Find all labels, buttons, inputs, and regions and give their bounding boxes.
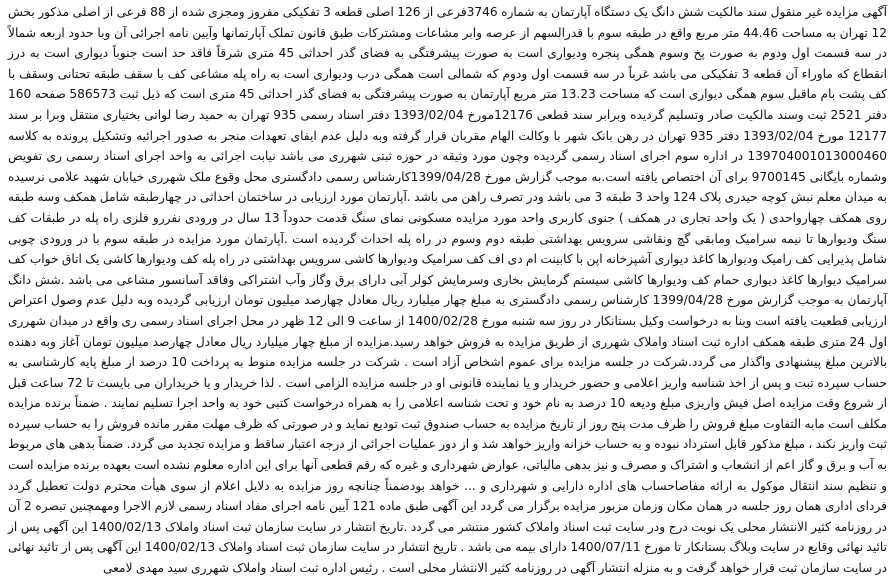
auction-notice-text: آگهی مزایده غیر منقول سند مالکیت شش دانگ یک دستگاه آپارتمان به شماره 3746فرعی از 126 اصلی قطعه 3 تفکیکی مفروز ومجزی شده از 88 فرعی از اصلی مذکور بخش 12 تهران به مساحت 44.46 متر مربع واقع در طبقه سوم با قدرالسهم از عرصه وابر مشاعات ومشترکات طبق قانون تملک آپارتمانها وآیین نامه اجرائی آن وبا حدود اربعه شمالاً در سه قسمت اول ودوم به صورت پخ وسوم همگی پنجره ودیواری است به صورت پیشرفتگی به فضای گذر احداثی 45 متری شرقاً فاقد حد است جنوباً دیواری است به درز انقطاع که ماوراء آن قطعه 3 تفکیکی می باشد غرباً در سه قسمت اول ودوم که شمالی است همگی درب ودیواری است به راه پله مشاعی کف با سقف طبقه تحتانی وسقف با کف پشت بام ماقبل سوم همگی دیواری است که مساحت 13.23 متر مربع آپارتمان به صورت پیشرفتگی به فضای گذر احداثی 45 متری است که ذیل ثبت 586573 صفحه 160 دفتر 2521 ثبت وسند مالکیت صادر وتسلیم گردیده وبرابر سند قطعی 12176مورخ 1393/02/04 دفتر اسناد رسمی 935 تهران به حمید رضا لواتی بختیاری منتقل وبرا بر سند 12177 مورخ 1393/02/04 دفتر 935 تهران در رهن بانک شهر با وکالت الهام مقربان قرار گرفته وبه دلیل عدم ایفای تعهدات منجر به صدور اجرائیه وتشکیل پرونده به کلاسه 139704001013000460 در اداره سوم اجرای اسناد رسمی گردیده وچون مورد وثیقه در حوزه ثبتی شهرری می باشد نیابت اجرائی به واحد اجرای اسناد رسمی ری تفویض وشماره بایگانی 9700145 برای آن اختصاص یافته است.به موجب گزارش مورخ 1399/04/28کارشناس رسمی دادگستری محل وقوع ملک شهرری خیابان شهید علامی نرسیده به میدان معلم نبش کوچه حیدری پلاک 124 واحد 3 طبقه 3 می باشد ودر تصرف راهن می باشد .آپارتمان مورد ارزیابی در ساختمان احداثی در چهارطبقه شامل همکف وسه طبقه روی همکف چهارواحدی ( یک واحد تجاری در همکف ) جنوی کاربری واحد مورد مزایده مسکونی نمای سنگ قدمت حدوداً 13 سال در ورودی نفررو فلزی راه پله در طبقات کف سنگ ودیوارها تا نیمه سرامیک ومابقی گچ ونقاشی سرویس بهداشتی طبقه دوم وسوم در راه پله احداث گردیده است .آپارتمان مورد مزایده در طبقه سوم با در ورودی چوبی شامل پذیرایی کف رامیک ودیوارها کاغذ دیواری آشپزخانه اپن با کابینت ام دی اف کف سرامیک ودیوارها کاشی سرویس بهداشتی در راه پله کف ودیوارها کاشی یک اتاق خواب کف سرامیک دیوارها کاغذ دیواری حمام کف ودیوارها کاشی سیستم گرمایش بخاری وسرمایش کولر آبی دارای برق وگاز وآب اشتراکی وفاقد آسانسور مشاعی می باشد .شش دانگ آپارتمان به موجب گزارش مورخ 1399/04/28 کارشناس رسمی دادگستری به مبلغ چهار میلیارد ریال معادل چهارصد میلیون تومان ارزیابی گردیده وبه دلیل عدم وصول اعتراض ارزیابی قطعیت یافته است وبنا به درخواست وکیل بستانکار در روز سه شنبه مورخ 1400/02/28 از ساعت 9 الی 12 ظهر در محل اجرای اسناد رسمی ری واقع در میدان شهرری اول 24 متری طبقه همکف اداره ثبت اسناد واملاک شهرری از طریق مزایده به فروش خواهد رسید.مزایده از مبلغ چهار میلیارد ریال معادل چهارصد میلیون تومان آغاز وبه دهنده بالاترین مبلغ پیشنهادی واگذار می گردد.شرکت در جلسه مزایده برای عموم اشخاص آزاد است . شرکت در جلسه مزایده منوط به پرداخت 10 درصد از مبلغ پایه کارشناسی به حساب سپرده ثبت و پس از اخذ شناسه واریز اعلامی و حضور خریدار و یا نماینده قانونی او در جلسه مزایده الزامی است . لذا خریدار و یا خریداران می بایست تا 72 ساعت قبل از شروع وقت مزایده اصل فیش واریزی مبلغ ودیعه 10 درصد به نام خود و تحت شناسه اعلامی را به همراه درخواست کتبی خود به واحد اجرا تسلیم نمایند . ضمناً برنده مزایده مکلف است مابه التفاوت مبلغ فروش را ظرف مدت پنج روز از تاریخ مزایده به حساب صندوق ثبت تودیع نماید و در صورتی که ظرف مهلت مقرر مانده فروش را به حساب سپرده ثبت واریز نکند ، مبلغ مذکور قابل استرداد نبوده و به حساب خزانه واریز خواهد شد و از دور عملیات اجرائی از درجه اعتبار ساقط و مزایده تجدید می گردد. ضمناً بدهی های مربوط به آب و برق و گاز اعم از انشعاب و اشتراک و مصرف و نیز بدهی مالیاتی، عوارض شهرداری و غیره که رقم قطعی آنها برای این اداره معلوم نشده است بعهده برنده مزایده است و تنظیم سند انتقال موکول به ارائه مفاصاحساب های اداره دارایی و شهرداری و ... خواهد بودضمناً چنانچه روز مزایده به دلایل اعلام از سوی هیأت محترم دولت تعطیل گردد فردای اداری همان روز جلسه در همان مکان وزمان مزبور مزایده برگزار می گردد این آگهی طبق ماده 121 آیین نامه اجرای مفاد اسناد رسمی لازم الاجرا ومهمچنین تبصره 2 آن در روزنامه کثیر الانتشار محلی یک نوبت درج ودر سایت ثبت اسناد واملاک کشور منتشر می گردد .تاریخ انتشار در سایت سازمان ثبت اسناد واملاک 1400/02/13 این آگهی پس از تائید نهائی وقایع در سایت وبلاگ بستانکار تا مورخ 1400/07/11 دارای بیمه می باشد . تاریخ انتشار در سایت سازمان ثبت اسناد واملاک 1400/02/13 این آگهی پس از تائید نهائی در سایت سازمان ثبت قرار خواهد گرفت و به منزله انتشار آگهی در روزنامه کثیر الانتشار محلی است . رئیس اداره ثبت اسناد واملاک شهرری سید مهدی لامعی <box>8 5 888 576</box>
